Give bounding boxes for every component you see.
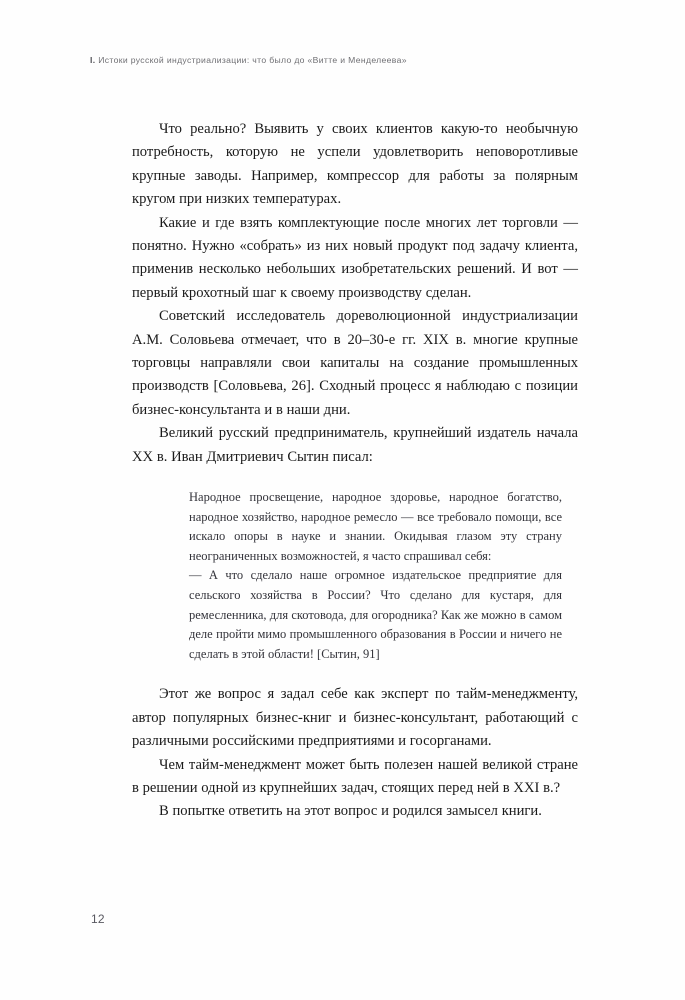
text-column [132,118,578,824]
paragraph: Какие и где взять комплектующие после многих лет торговли — понятно. Нужно «собрать» из них новый продукт под задачу клиента, применив несколько небольших изобретательских решений. И вот — первый крохотный шаг к своему производству сделан. [132,214,578,301]
chapter-number: I. [90,55,96,65]
paragraph: Что реально? Выявить у своих клиентов какую-то необычную потребность, которую не успели удовлетворить неповоротливые крупные заводы. Например, компрессор для работы за полярным кругом при низких температурах. [132,121,578,208]
running-header [90,55,590,65]
paragraph: Этот же вопрос я задал себе как эксперт по тайм-менеджменту, автор популярных бизнес-книг и бизнес-консультант, работающий с различными российскими предприятиями и госорганами. [132,686,578,750]
page-number: 12 [91,912,105,926]
quotation-paragraph: Народное просвещение, народное здоровье, народное богатство, народное хозяйство, народное ремесло — все требовало помощи, все искало опоры в науке и знании. Окидывая глазом эту страну неограниченных возможностей, я часто спрашивал себя: [189,490,562,563]
paragraph: Великий русский предприниматель, крупнейший издатель начала XX в. Иван Дмитриевич Сытин писал: [132,425,578,465]
block-quotation [132,488,578,664]
quotation-paragraph: — А что сделало наше огромное издательское предприятие для сельского хозяйства в России? Что сделано для кустаря, для ремесленника, для скотовода, для огородника? Как же можно в самом деле пройти мимо промышленного образования в России и ничего не сделать в этой области! [Сытин, 91] [189,568,562,661]
running-header-title: Истоки русской индустриализации: что было до «Витте и Менделеева» [98,55,407,65]
paragraph: В попытке ответить на этот вопрос и родился замысел книги. [159,803,542,820]
paragraph: Чем тайм-менеджмент может быть полезен нашей великой стране в решении одной из крупнейших задач, стоящих перед ней в XXI в.? [132,756,578,797]
paragraph: Советский исследователь дореволюционной индустриализации А.М. Соловьева отмечает, что в 20–30-е гг. XIX в. многие крупные торговцы направляли свои капиталы на создание промышленных производств [Соловьева, 26]. Сходный процесс я наблюдаю с позиции бизнес-консультанта и в наши дни. [132,308,578,418]
